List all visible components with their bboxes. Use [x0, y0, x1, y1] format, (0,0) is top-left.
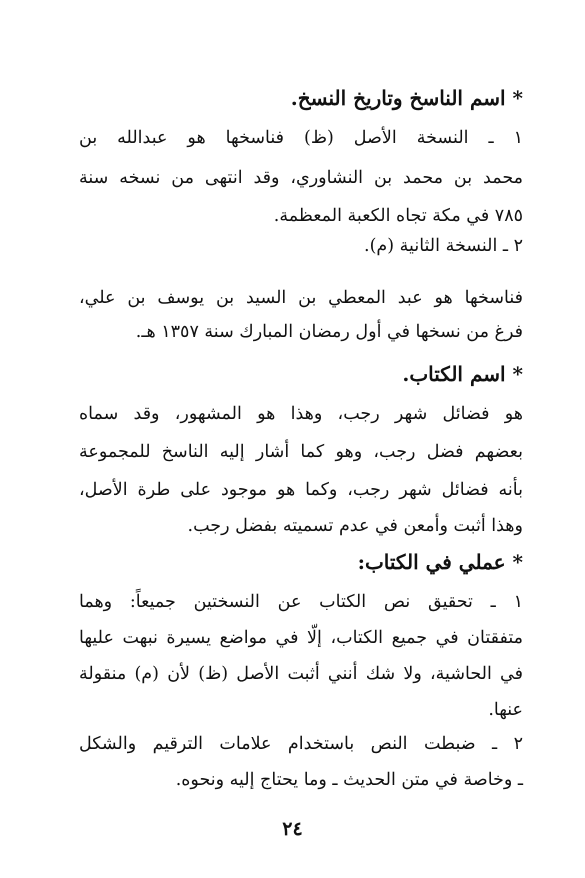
text-line: بعضهم فضل رجب، وهو كما أشار إليه الناسخ للمجموعة [79, 442, 523, 462]
text-line: متفقتان في جميع الكتاب، إلّا في مواضع يسيرة نبهت عليها [79, 628, 523, 648]
text-line: ٢ ـ النسخة الثانية (م). [364, 236, 523, 256]
page-number: ٢٤ [282, 818, 303, 840]
text-line: بأنه فضائل شهر رجب، وكما هو موجود على طرة الأصل، [79, 480, 523, 500]
heading-copyist-and-date: * اسم الناسخ وتاريخ النسخ. [290, 86, 523, 110]
text-line: ١ ـ تحقيق نص الكتاب عن النسختين جميعاً: وهما [79, 592, 523, 612]
text-line: ـ وخاصة في متن الحديث ـ وما يحتاج إليه ونحوه. [175, 770, 523, 790]
text-line: وهذا أثبت وأمعن في عدم تسميته بفضل رجب. [187, 516, 523, 536]
text-line: فناسخها هو عبد المعطي بن السيد بن يوسف بن علي، [79, 288, 523, 308]
text-line: محمد بن محمد بن النشاوري، وقد انتهى من نسخه سنة [79, 168, 523, 188]
text-line: في الحاشية، ولا شك أنني أثبت الأصل (ظ) لأن (م) منقولة [79, 664, 523, 684]
text-line: ٧٨٥ في مكة تجاه الكعبة المعظمة. [273, 206, 523, 226]
heading-book-title: * اسم الكتاب. [402, 362, 523, 386]
heading-my-work: * عملي في الكتاب: [357, 550, 523, 574]
text-line: ١ ـ النسخة الأصل (ظ) فناسخها هو عبدالله بن [79, 128, 523, 148]
text-line: عنها. [488, 700, 523, 720]
text-line: فرغ من نسخها في أول رمضان المبارك سنة ١٣٥٧ هـ. [135, 322, 523, 342]
text-line: ٢ ـ ضبطت النص باستخدام علامات الترقيم والشكل [79, 734, 523, 754]
text-line: هو فضائل شهر رجب، وهذا هو المشهور، وقد سماه [79, 404, 523, 424]
